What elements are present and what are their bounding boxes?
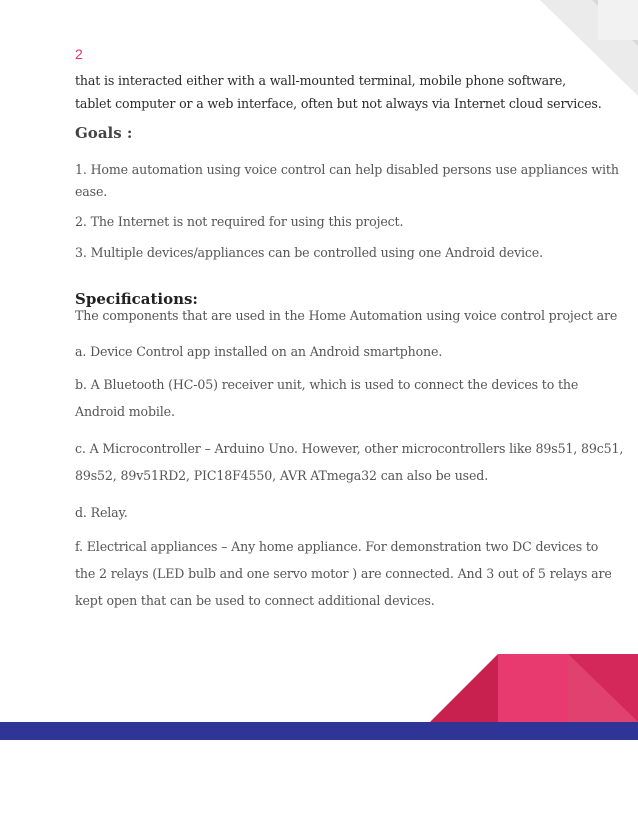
goal-line: 1. Home automation using voice control can help disabled persons use appliances with — [75, 162, 619, 177]
spec-line: kept open that can be used to connect additional devices. — [75, 593, 435, 608]
spec-line: 89s52, 89v51RD2, PIC18F4550, AVR ATmega32 can also be used. — [75, 468, 489, 483]
goals-heading: Goals : — [75, 124, 133, 142]
spec-line: Android mobile. — [75, 404, 175, 419]
spec-line: d. Relay. — [75, 505, 128, 520]
goal-line: 3. Multiple devices/appliances can be controlled using one Android device. — [75, 245, 543, 260]
spec-line: The components that are used in the Home Automation using voice control project are — [75, 308, 618, 323]
goal-line: ease. — [75, 184, 108, 199]
page-number: 2 — [75, 46, 83, 62]
intro-line: that is interacted either with a wall-mounted terminal, mobile phone software, — [75, 73, 567, 88]
spec-line: b. A Bluetooth (HC-05) receiver unit, which is used to connect the devices to the — [75, 377, 579, 392]
spec-line: f. Electrical appliances – Any home appliance. For demonstration two DC devices to — [75, 539, 599, 554]
footer-bar — [0, 722, 638, 740]
goal-line: 2. The Internet is not required for using this project. — [75, 214, 404, 229]
spec-line: the 2 relays (LED bulb and one servo motor ) are connected. And 3 out of 5 relays are — [75, 566, 612, 581]
spec-line: a. Device Control app installed on an Android smartphone. — [75, 344, 443, 359]
spec-line: c. A Microcontroller – Arduino Uno. However, other microcontrollers like 89s51, 89c51, — [75, 441, 624, 456]
intro-line: tablet computer or a web interface, often but not always via Internet cloud services. — [75, 96, 602, 111]
corner-decoration-bottom — [430, 654, 638, 722]
specifications-heading: Specifications: — [75, 290, 198, 308]
